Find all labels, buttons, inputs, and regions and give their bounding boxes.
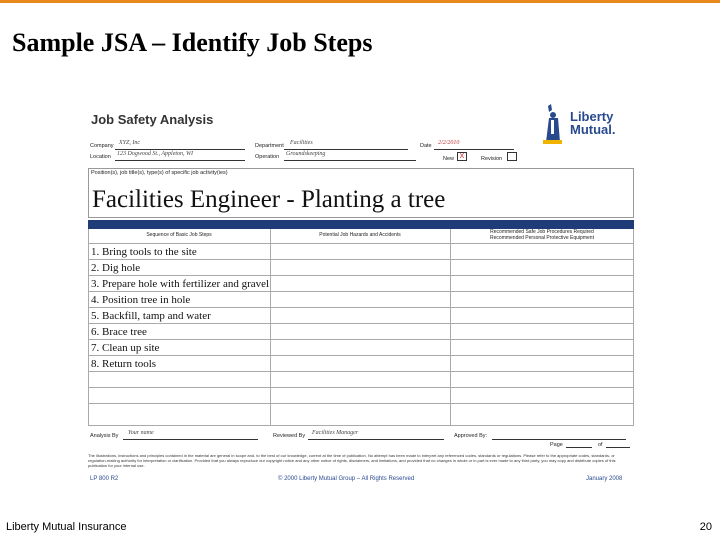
analysis-by-line [123, 439, 258, 440]
location-label: Location [90, 154, 111, 160]
form-title: Job Safety Analysis [91, 112, 214, 127]
step-2: 2. Dig hole [91, 262, 141, 274]
position-value: Facilities Engineer - Planting a tree [92, 186, 446, 213]
statue-of-liberty-icon [540, 104, 564, 144]
table-row [88, 275, 634, 276]
operation-line [284, 160, 416, 161]
job-steps-table [88, 229, 634, 425]
column-header-steps [88, 229, 270, 243]
table-row [88, 355, 634, 356]
column-header-steps-text: Sequence of Basic Job Steps [146, 232, 212, 238]
department-value[interactable]: Facilities [290, 140, 313, 146]
analysis-by-value[interactable]: Your name [128, 430, 154, 436]
table-row [88, 259, 634, 260]
operation-label: Operation [255, 154, 280, 160]
step-8: 8. Return tools [91, 358, 157, 370]
reviewed-by-line [308, 439, 444, 440]
approved-by-label: Approved By: [454, 433, 488, 439]
approved-by-line[interactable] [492, 439, 626, 440]
page-number: 20 [699, 521, 712, 533]
of-label: of [598, 442, 603, 448]
company-line [115, 149, 245, 150]
step-4: 4. Position tree in hole [91, 294, 191, 306]
column-header-procedures-line1: Recommended Safe Job Procedures Required [490, 229, 594, 235]
table-row [88, 307, 634, 308]
location-value[interactable]: 123 Dogwood St., Appleton, WI [117, 151, 194, 157]
step-3: 3. Prepare hole with fertilizer and gravel [91, 278, 270, 290]
location-line [115, 160, 245, 161]
of-line[interactable] [606, 447, 630, 448]
step-1: 1. Bring tools to the site [91, 246, 197, 258]
table-row [88, 323, 634, 324]
column-header-hazards-text: Potential Job Hazards and Accidents [319, 232, 401, 238]
logo-text-mutual: Mutual. [570, 122, 616, 137]
company-value[interactable]: XYZ, Inc [119, 140, 140, 146]
step-7: 7. Clean up site [91, 342, 160, 354]
table-row [88, 387, 634, 388]
table-row [88, 425, 634, 426]
page-label: Page [550, 442, 563, 448]
column-header-procedures-line2: Recommended Personal Protective Equipment [490, 234, 594, 241]
logo-text [570, 110, 616, 136]
department-line [284, 149, 408, 150]
table-header-bar [88, 220, 634, 229]
footer-company: Liberty Mutual Insurance [6, 521, 127, 533]
form-copyright: © 2000 Liberty Mutual Group – All Rights Reserved [278, 476, 415, 482]
form-number: LP 800 R2 [90, 476, 119, 482]
position-label: Position(s), job title(s), type(s) of specific job activity(ies) [91, 170, 228, 176]
table-row [88, 403, 634, 404]
operation-value[interactable]: Groundskeeping [286, 151, 326, 157]
step-6: 6. Brace tree [91, 326, 147, 338]
table-row [88, 339, 634, 340]
table-row [88, 291, 634, 292]
jsa-form [88, 104, 634, 490]
date-label: Date [420, 143, 432, 149]
logo-text-liberty: Liberty [570, 109, 614, 124]
reviewed-by-label: Reviewed By [273, 433, 306, 439]
slide-title: Sample JSA – Identify Job Steps [12, 28, 373, 57]
liberty-mutual-logo [540, 104, 636, 146]
page-line[interactable] [566, 447, 592, 448]
analysis-by-label: Analysis By [90, 433, 119, 439]
fine-print: The illustrations, instructions and principles contained in the material are general in scope and, to the best of our knowledge, current at the time of publication. No attempt has been made to interpret any referenced codes, standards or regulations. Please refer to the appropriate codes, standards, or regulation-making authority for interpretation or clarification. Provided that you always reproduce our copyright notice and any other notice of rights, disclaimers, and limitations, and provided that no changes in whole or in part is ever made to any third party, you may copy and distribute copies of this publication for your internal use. [88, 453, 616, 468]
form-date: January 2008 [586, 476, 623, 482]
table-row [88, 243, 634, 244]
column-header-procedures [450, 229, 634, 243]
position-box[interactable] [88, 168, 634, 218]
table-row [88, 371, 634, 372]
new-label: New [443, 156, 455, 162]
revision-checkbox[interactable] [507, 152, 517, 161]
revision-label: Revision [481, 156, 503, 162]
date-value[interactable]: 2/2/2010 [438, 140, 460, 146]
new-checkbox[interactable]: X [457, 152, 467, 161]
company-label: Company [90, 143, 114, 149]
top-accent-bar [0, 0, 720, 3]
department-label: Department [255, 143, 284, 149]
date-line [434, 149, 514, 150]
column-header-hazards [270, 229, 450, 243]
reviewed-by-value[interactable]: Facilities Manager [312, 430, 359, 436]
step-5: 5. Backfill, tamp and water [91, 310, 211, 322]
